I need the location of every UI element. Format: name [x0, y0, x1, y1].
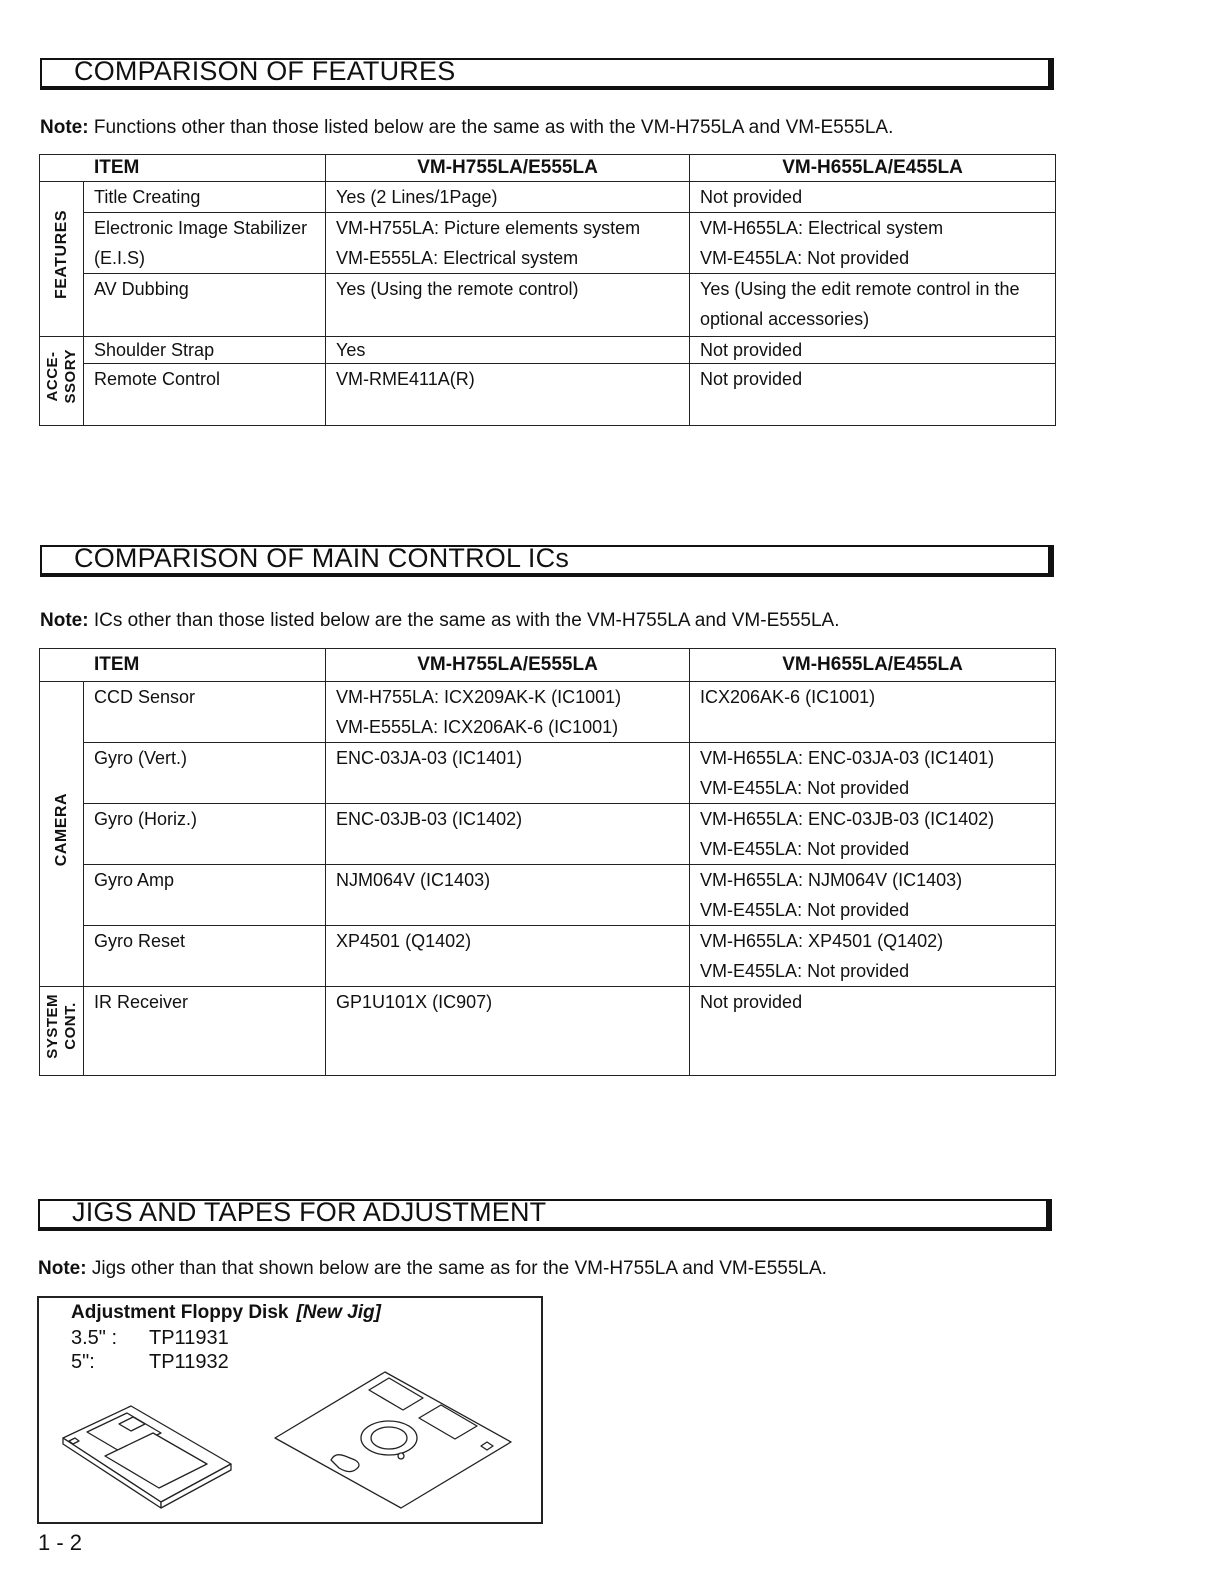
section-header-ics [40, 545, 1054, 577]
row-col2: Not provided [690, 987, 1056, 1076]
note-label: Note: [40, 117, 89, 138]
row-col1: VM-RME411A(R) [326, 364, 690, 426]
row-item: Remote Control [84, 364, 326, 426]
row-col2: VM-H655LA: XP4501 (Q1402) VM-E455LA: Not provided [690, 926, 1056, 987]
section-title: COMPARISON OF MAIN CONTROL ICs [74, 543, 570, 573]
row-col2: Not provided [690, 182, 1056, 213]
section-header-jigs [38, 1199, 1052, 1231]
row-col2: VM-H655LA: Electrical system VM-E455LA: Not provided [690, 213, 1056, 274]
row-col1: Yes [326, 337, 690, 364]
row-col2: Not provided [690, 337, 1056, 364]
floppy-disk-5-icon [271, 1368, 515, 1510]
row-item: Title Creating [84, 182, 326, 213]
row-col2: Yes (Using the edit remote control in the optional accessories) [690, 274, 1056, 337]
table-row [40, 987, 1056, 1076]
note-text: Functions other than those listed below are the same as with the VM-H755LA and VM-E555LA. [88, 117, 894, 138]
note-label: Note: [40, 610, 89, 631]
jig-line: 3.5" : TP11931 [71, 1327, 229, 1349]
row-col2: VM-H655LA: ENC-03JA-03 (IC1401) VM-E455LA: Not provided [690, 743, 1056, 804]
row-col1: Yes (2 Lines/1Page) [326, 182, 690, 213]
row-col1: Yes (Using the remote control) [326, 274, 690, 337]
group-label-system: SYSTEM CONT. [40, 987, 84, 1076]
features-note [40, 116, 893, 140]
new-jig-tag: [New Jig] [296, 1302, 381, 1323]
header-item: ITEM [40, 155, 326, 182]
row-item: Gyro (Vert.) [84, 743, 326, 804]
header-col1: VM-H755LA/E555LA [326, 649, 690, 682]
row-item: CCD Sensor [84, 682, 326, 743]
row-item: Electronic Image Stabilizer (E.I.S) [84, 213, 326, 274]
table-row [40, 804, 1056, 865]
table-row [40, 682, 1056, 743]
table-row [40, 865, 1056, 926]
row-item: Gyro Reset [84, 926, 326, 987]
header-col2: VM-H655LA/E455LA [690, 649, 1056, 682]
note-text: Jigs other than that shown below are the same as for the VM-H755LA and VM-E555LA. [86, 1258, 827, 1279]
row-col1: GP1U101X (IC907) [326, 987, 690, 1076]
table-row [40, 213, 1056, 274]
section-title: JIGS AND TAPES FOR ADJUSTMENT [72, 1197, 547, 1227]
row-item: Gyro Amp [84, 865, 326, 926]
row-col1: VM-H755LA: Picture elements system VM-E555LA: Electrical system [326, 213, 690, 274]
header-col1: VM-H755LA/E555LA [326, 155, 690, 182]
jig-line: 5": TP11932 [71, 1351, 229, 1373]
table-header-row [40, 649, 1056, 682]
table-row [40, 274, 1056, 337]
group-label-camera: CAMERA [40, 682, 84, 987]
note-label: Note: [38, 1258, 87, 1279]
table-row [40, 926, 1056, 987]
table-row [40, 743, 1056, 804]
group-label-accessory: ACCE- SSORY [40, 337, 84, 426]
row-col2: VM-H655LA: ENC-03JB-03 (IC1402) VM-E455LA: Not provided [690, 804, 1056, 865]
table-header-row [40, 155, 1056, 182]
section-title: COMPARISON OF FEATURES [74, 56, 456, 86]
row-col2: VM-H655LA: NJM064V (IC1403) VM-E455LA: Not provided [690, 865, 1056, 926]
ics-note [40, 609, 839, 633]
row-col2: ICX206AK-6 (IC1001) [690, 682, 1056, 743]
row-col1: VM-H755LA: ICX209AK-K (IC1001) VM-E555LA: ICX206AK-6 (IC1001) [326, 682, 690, 743]
header-col2: VM-H655LA/E455LA [690, 155, 1056, 182]
section-header-features [40, 58, 1054, 90]
note-text: ICs other than those listed below are the same as with the VM-H755LA and VM-E555LA. [88, 610, 840, 631]
table-row [40, 337, 1056, 364]
row-item: IR Receiver [84, 987, 326, 1076]
features-table [39, 154, 1056, 426]
floppy-disk-3-5-icon [57, 1398, 237, 1510]
header-item: ITEM [40, 649, 326, 682]
row-item: AV Dubbing [84, 274, 326, 337]
table-row [40, 182, 1056, 213]
group-label-features: FEATURES [40, 182, 84, 337]
page-number: 1 - 2 [38, 1530, 83, 1555]
row-col1: ENC-03JA-03 (IC1401) [326, 743, 690, 804]
row-col1: ENC-03JB-03 (IC1402) [326, 804, 690, 865]
jigs-note [38, 1257, 827, 1281]
row-col1: NJM064V (IC1403) [326, 865, 690, 926]
table-row [40, 364, 1056, 426]
row-item: Shoulder Strap [84, 337, 326, 364]
row-item: Gyro (Horiz.) [84, 804, 326, 865]
row-col2: Not provided [690, 364, 1056, 426]
jig-title: Adjustment Floppy Disk [New Jig] [71, 1302, 381, 1323]
ics-table [39, 648, 1056, 1076]
row-col1: XP4501 (Q1402) [326, 926, 690, 987]
jig-box [37, 1296, 543, 1524]
